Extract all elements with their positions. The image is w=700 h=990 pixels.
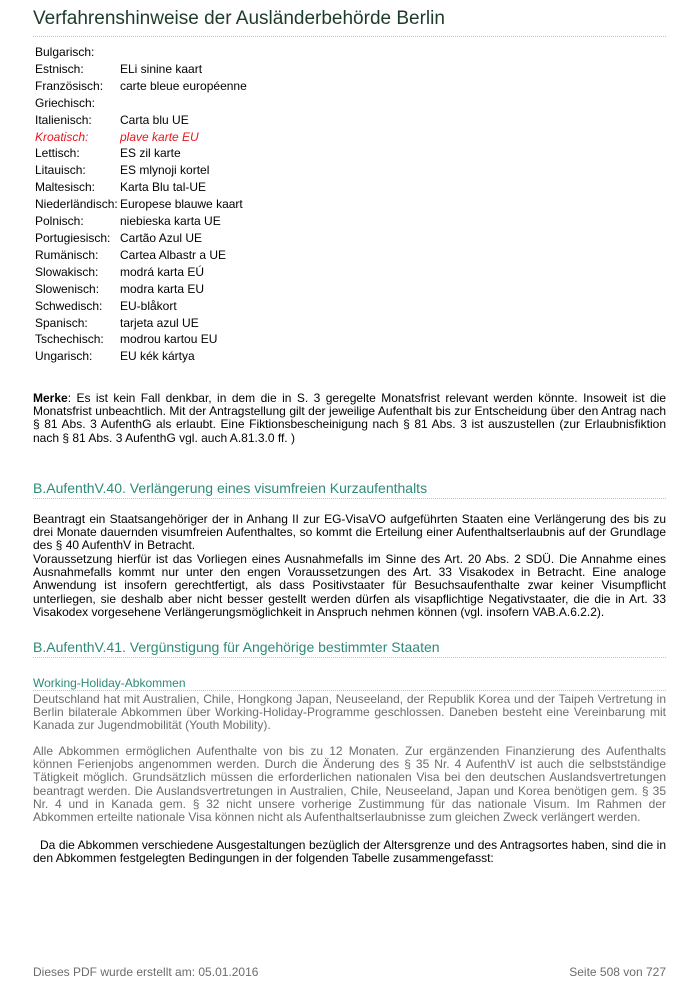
merke-text: : Es ist kein Fall denkbar, in dem die in S. 3 geregelte Monatsfrist relevant werden könnte. Insoweit ist die Monatsfrist unbeachtlich. Mit der Antragstellung gilt der jeweilige Aufenthalt bis zur Entscheidung über den Antrag nach § 81 Abs. 3 AufenthG als erlaubt. Eine Fiktionsbescheinigung nach § 81 Abs. 3 ist auszustellen (zur Erlaubnisfiktion nach § 81 Abs. 3 AufenthG vgl. auch A.81.3.0 ff. ) [33, 391, 666, 445]
language-name: Lettisch: [35, 146, 80, 161]
language-name: Portugiesisch: [35, 230, 111, 245]
blue-card-term: Cartão Azul UE [120, 230, 203, 245]
footer-created-date: Dieses PDF wurde erstellt am: 05.01.2016 [33, 965, 259, 979]
language-name: Tschechisch: [35, 332, 104, 347]
blue-card-term: EU-blåkort [120, 298, 177, 313]
language-name: Kroatisch: [35, 129, 89, 144]
language-row [33, 44, 247, 61]
language-name: Slowenisch: [35, 281, 100, 296]
blue-card-term: ES mlynoji kortel [120, 163, 210, 178]
section-40-divider [33, 498, 666, 499]
section-41-paragraph-1: Deutschland hat mit Australien, Chile, Hongkong Japan, Neuseeland, der Republik Korea und der Taipeh Vertretung in Berlin bilaterale Abkommen über Working-Holiday-Programme geschlossen. Daneben besteht eine Vereinbarung mit Kanada zur Jugendmobilität (Youth Mobility). [33, 692, 666, 733]
language-row [33, 95, 247, 112]
language-row [33, 145, 247, 162]
language-row [33, 162, 247, 179]
language-name: Rumänisch: [35, 247, 99, 262]
language-row [33, 247, 247, 264]
language-row [33, 315, 247, 332]
blue-card-term: ES zil karte [120, 146, 181, 161]
language-name: Italienisch: [35, 112, 92, 127]
language-name: Litauisch: [35, 163, 86, 178]
blue-card-term [120, 44, 247, 61]
language-name: Griechisch: [35, 95, 96, 110]
language-row [33, 179, 247, 196]
header-divider [33, 36, 666, 37]
language-row [33, 331, 247, 348]
blue-card-term: ELi sinine kaart [120, 61, 203, 76]
language-name: Bulgarisch: [35, 45, 95, 59]
language-row [33, 129, 247, 146]
language-row [33, 281, 247, 298]
blue-card-term: EU kék kártya [120, 349, 195, 364]
blue-card-term: modrá karta EÚ [120, 264, 205, 279]
language-name: Maltesisch: [35, 180, 96, 195]
blue-card-term: Cartea Albastr a UE [120, 247, 227, 262]
language-name: Slowakisch: [35, 264, 99, 279]
section-41-paragraph-2: Alle Abkommen ermöglichen Aufenthalte von bis zu 12 Monaten. Zur ergänzenden Finanzierung des Aufenthalts können Ferienjobs angenommen werden. Durch die Änderung des § 35 Nr. 4 AufenthV ist auch die selbstständige Tätigkeit möglich. Grundsätzlich müssen die erforderlichen nationalen Visa bei den deutschen Auslandsvertretungen beantragt werden. Die Auslandsvertretungen in Australien, Chile, Neuseeland, Japan und Korea benötigen gem. § 35 Nr. 4 und in Kanada gem. § 32 nicht unsere vorherige Zustimmung für das nationale Visum. Im Rahmen der Abkommen erteilte nationale Visa können nicht als Aufenthaltserlaubnisse zum gleichen Zweck verlängert werden. [33, 744, 666, 825]
language-row [33, 348, 247, 365]
blue-card-term: Europese blauwe kaart [120, 197, 243, 212]
language-name: Estnisch: [35, 61, 84, 76]
blue-card-term: niebieska karta UE [120, 214, 221, 229]
blue-card-term: Carta blu UE [120, 112, 189, 127]
language-name: Französisch: [35, 78, 104, 93]
language-table [33, 44, 247, 365]
section-41-divider [33, 657, 666, 658]
blue-card-term: modra karta EU [120, 281, 205, 296]
section-40-heading: B.AufenthV.40. Verlängerung eines visumfreien Kurzaufenthalts [33, 480, 428, 496]
language-name: Spanisch: [35, 315, 88, 330]
language-name: Schwedisch: [35, 298, 103, 313]
footer-page-number: Seite 508 von 727 [569, 965, 666, 979]
language-name: Niederländisch: [35, 197, 118, 212]
blue-card-term: modrou kartou EU [120, 332, 218, 347]
working-holiday-subheading: Working-Holiday-Abkommen [33, 676, 186, 690]
language-row [33, 298, 247, 315]
blue-card-term: tarjeta azul UE [120, 315, 199, 330]
language-row [33, 78, 247, 95]
subheading-divider [33, 690, 666, 691]
blue-card-term [120, 95, 247, 112]
section-40-paragraph-2: Voraussetzung hierfür ist das Vorliegen eines Ausnahmefalls im Sinne des Art. 20 Abs. 2 SDÜ. Die Annahme eines Ausnahmefalls kommt nur unter den engen Voraussetzungen des Art. 33 Visakodex in Betracht. Eine analoge Anwendung ist insofern gerechtfertigt, als dass Positivstaater für Besuchsaufenthalte zwar keiner Visumpflicht unterliegen, sie deshalb aber nicht besser gestellt werden dürfen als visapflichtige Negativstaater, die die in Art. 33 Visakodex vorgesehene Verlängerungsmöglichkeit in Anspruch nehmen können (vgl. insofern VAB.A.6.2.2). [33, 552, 666, 619]
language-row [33, 196, 247, 213]
page-title: Verfahrenshinweise der Ausländerbehörde Berlin [33, 8, 445, 29]
language-name: Ungarisch: [35, 349, 93, 364]
blue-card-term: plave karte EU [120, 129, 199, 144]
section-40-paragraph-1: Beantragt ein Staatsangehöriger der in Anhang II zur EG-VisaVO aufgeführten Staaten eine Verlängerung des bis zu drei Monate dauernden visumfreien Aufenthaltes, so kommt die Erteilung einer Aufenthaltserlaubnis auf der Grundlage des § 40 AufenthV in Betracht. [33, 512, 666, 553]
blue-card-term: carte bleue européenne [120, 78, 247, 93]
language-row [33, 112, 247, 129]
merke-paragraph [33, 392, 666, 445]
blue-card-term: Karta Blu tal-UE [120, 180, 207, 195]
language-row [33, 61, 247, 78]
language-name: Polnisch: [35, 214, 84, 229]
merke-label: Merke [33, 391, 68, 405]
language-row [33, 213, 247, 230]
section-41-heading: B.AufenthV.41. Vergünstigung für Angehörige bestimmter Staaten [33, 639, 440, 655]
language-row [33, 264, 247, 281]
section-41-paragraph-3: Da die Abkommen verschiedene Ausgestaltungen bezüglich der Altersgrenze und des Antragsortes haben, sind die in den Abkommen festgelegten Bedingungen in der folgenden Tabelle zusammengefasst: [33, 838, 670, 866]
language-row [33, 230, 247, 247]
